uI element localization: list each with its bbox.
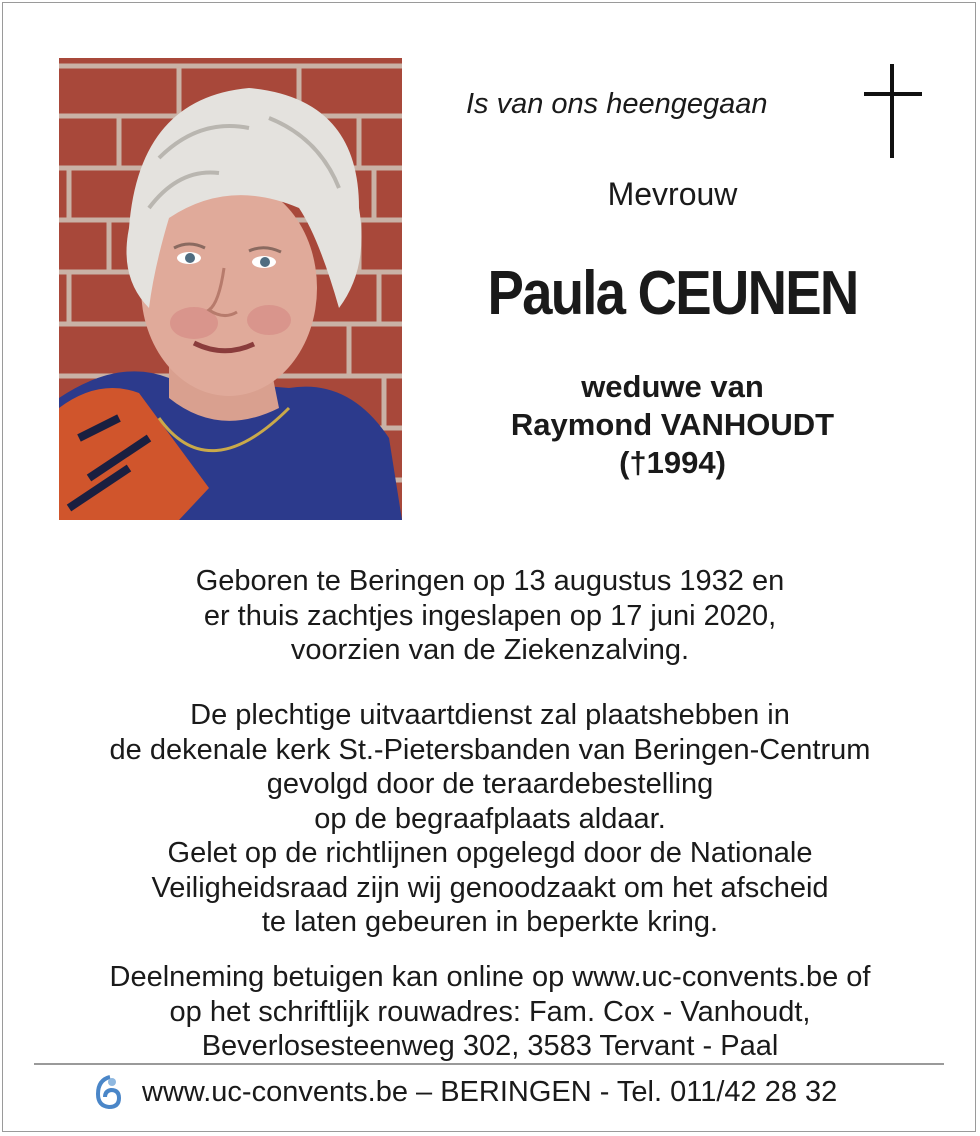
spouse-line: Raymond VANHOUDT [510,407,835,442]
footer-contact: www.uc-convents.be – BERINGEN - Tel. 011/42 28 32 [142,1075,838,1108]
footer [92,1072,952,1112]
spouse-line: weduwe van [581,369,764,404]
birth-death-paragraph [30,564,950,668]
text-line: Geboren te Beringen op 13 augustus 1932 en [195,565,785,597]
text-line: Gelet op de richtlijnen opgelegd door de Nationale [167,837,813,869]
spouse-line: (†1994) [619,445,726,480]
condolence-paragraph [30,960,950,1064]
portrait-photo [59,58,402,520]
text-line: De plechtige uitvaartdienst zal plaatshebben in [190,699,790,731]
honorific: Mevrouw [607,176,738,212]
text-line: op de begraafplaats aldaar. [314,802,666,835]
service-paragraph [30,698,950,940]
footer-divider [34,1063,944,1065]
funeral-home-logo-icon [92,1074,124,1110]
intro-text: Is van ons heengegaan [466,88,768,120]
text-line: er thuis zachtjes ingeslapen op 17 juni 2020, [203,599,777,632]
text-line: Veiligheidsraad zijn wij genoodzaakt om het afscheid [151,871,829,904]
spouse-info [420,368,925,482]
text-line: op het schriftlijk rouwadres: Fam. Cox - Vanhoudt, [169,995,811,1028]
text-line: de dekenale kerk St.-Pietersbanden van Beringen-Centrum [109,733,871,766]
text-line: Deelneming betuigen kan online op www.uc-convents.be of [109,961,871,993]
text-line: gevolgd door de teraardebestelling [266,768,714,800]
deceased-name: Paula CEUNEN [487,259,858,328]
text-line: Beverlosesteenweg 302, 3583 Tervant - Paal [201,1030,779,1062]
text-line: voorzien van de Ziekenzalving. [290,634,690,666]
text-line: te laten gebeuren in beperkte kring. [261,906,719,938]
